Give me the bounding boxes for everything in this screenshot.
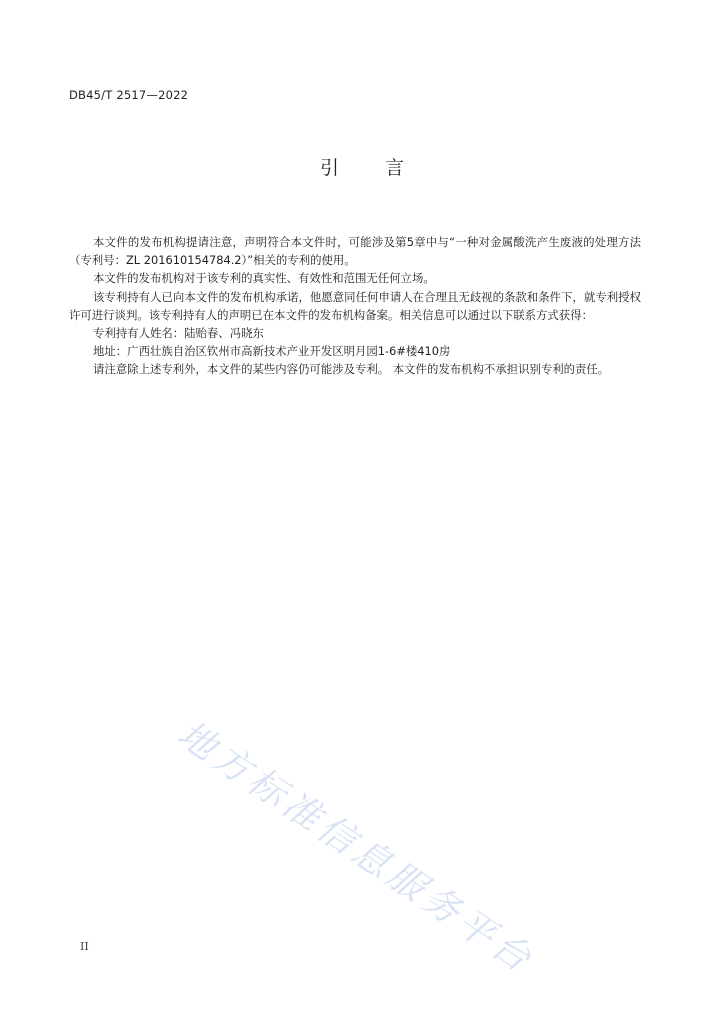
paragraph-no-position: 本文件的发布机构对于该专利的真实性、有效性和范围无任何立场。 bbox=[93, 271, 435, 286]
watermark: 地方标准信息服务平台 bbox=[170, 712, 543, 983]
paragraph-address: 地址：广西壮族自治区钦州市高新技术产业开发区明月园1-6#楼410房 bbox=[93, 344, 451, 359]
body-text bbox=[69, 233, 641, 379]
title-char-2: 言 bbox=[385, 157, 405, 179]
paragraph-disclaimer: 请注意除上述专利外，本文件的某些内容仍可能涉及专利。 本文件的发布机构不承担识别专利的责任。 bbox=[93, 362, 610, 377]
document-code: DB45/T 2517—2022 bbox=[69, 88, 189, 102]
paragraph-holder-names: 专利持有人姓名：陆贻春、冯晓东 bbox=[93, 326, 264, 341]
paragraph-patent-notice: 本文件的发布机构提请注意，声明符合本文件时，可能涉及第5章中与“一种对金属酸洗产生废液的处理方法（专利号：ZL 201610154784.2）”相关的专利的使用。 bbox=[69, 235, 641, 268]
paragraph-holder-commitment: 该专利持有人已向本文件的发布机构承诺，他愿意同任何申请人在合理且无歧视的条款和条件下，就专利授权许可进行谈判。该专利持有人的声明已在本文件的发布机构备案。相关信息可以通过以下联系方式获得： bbox=[69, 289, 641, 322]
title-char-1: 引 bbox=[319, 157, 339, 179]
page-number: II bbox=[80, 940, 89, 953]
page-title bbox=[0, 153, 724, 180]
